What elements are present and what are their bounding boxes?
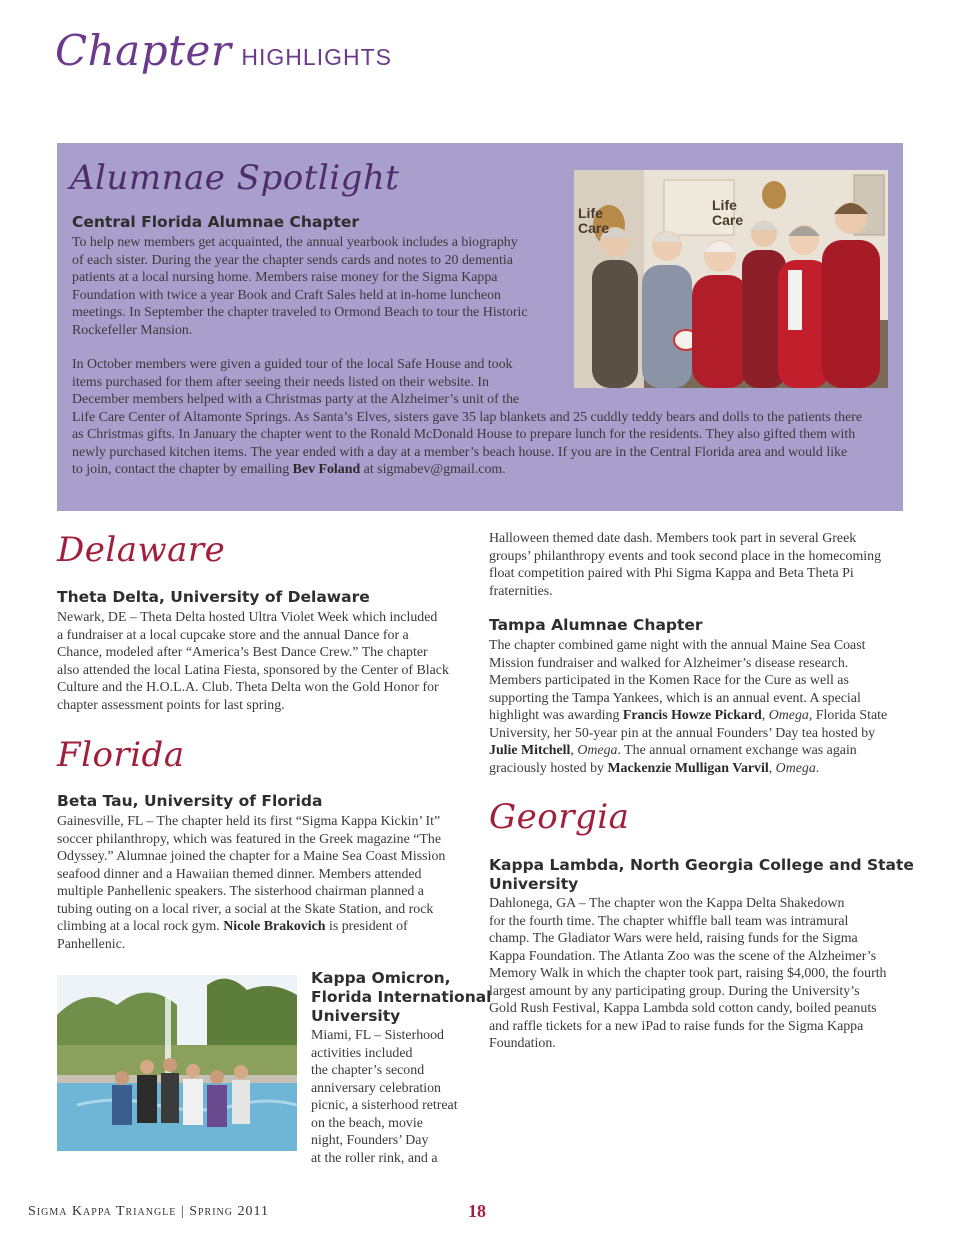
- georgia-chapter-heading: [489, 856, 914, 894]
- text-line: Odyssey.” Alumnae joined the chapter for a Maine Sea Coast Mission: [57, 849, 446, 864]
- text-line: Dahlonega, GA – The chapter won the Kappa Delta Shakedown: [489, 896, 845, 911]
- heading-line: University: [489, 875, 579, 893]
- tampa-chapter-heading: Tampa Alumnae Chapter: [489, 616, 703, 634]
- spotlight-chapter-heading: Central Florida Alumnae Chapter: [72, 213, 360, 231]
- alumnae-spotlight-title: Alumnae Spotlight: [70, 158, 400, 198]
- text-line: Kappa Foundation. The Atlanta Zoo was the scene of the Alzheimer’s: [489, 948, 877, 964]
- text-run: , Florida State: [808, 708, 888, 723]
- delaware-section-title: Delaware: [57, 530, 226, 570]
- text-run: .: [815, 760, 820, 776]
- fountain-photo-graphic: [57, 975, 297, 1151]
- member-name: Mackenzie Mulligan Varvil: [607, 760, 769, 776]
- tampa-body: [489, 637, 909, 777]
- footer-page-number: 18: [468, 1201, 486, 1221]
- text-line: [489, 707, 909, 725]
- text-line: picnic, a sisterhood retreat: [311, 1098, 458, 1113]
- spotlight-paragraph-1: [72, 234, 572, 339]
- text-line: Miami, FL – Sisterhood: [311, 1028, 444, 1043]
- kappa-omicron-heading: [311, 969, 492, 1026]
- member-name: Francis Howze Pickard: [622, 708, 762, 723]
- text-run: is president of: [325, 919, 408, 934]
- text-line: To help new members get acquainted, the annual yearbook includes a biography: [72, 235, 518, 250]
- delaware-chapter-heading: Theta Delta, University of Delaware: [57, 588, 370, 606]
- text-line: of each sister. During the year the chapter sends cards and notes to 20 dementia: [72, 252, 513, 268]
- text-line: soccer philanthropy, which was featured in the Greek magazine “The: [57, 831, 442, 847]
- text-line: seafood dinner and a Hawaiian themed dinner. Members attended: [57, 866, 422, 882]
- georgia-section-title: Georgia: [489, 797, 630, 837]
- florida-chapter-heading: Beta Tau, University of Florida: [57, 792, 323, 810]
- delaware-body: [57, 609, 472, 714]
- text-line: Gold Rush Festival, Kappa Lambda sold cotton candy, boiled peanuts: [489, 1001, 877, 1016]
- text-line: patients at a local nursing home. Members raise money for the Sigma Kappa: [72, 270, 498, 285]
- text-line: the chapter’s second: [311, 1063, 425, 1078]
- text-line: Gainesville, FL – The chapter held its first “Sigma Kappa Kickin’ It”: [57, 814, 441, 829]
- kappa-omicron-continued: [489, 530, 909, 600]
- text-run: at sigmabev@gmail.com.: [360, 462, 506, 477]
- text-line: items purchased for them after seeing their needs listed on their website. In: [72, 374, 489, 390]
- text-line: Life Care Center of Altamonte Springs. As Santa’s Elves, sisters gave 35 lap blankets and 25 cuddly teddy bears and dolls to the patients there: [72, 409, 863, 425]
- member-name: Nicole Brakovich: [223, 919, 326, 934]
- page-title-caps: HIGHLIGHTS: [241, 44, 392, 70]
- text-line: also attended the local Latina Fiesta, sponsored by the Center of Black: [57, 662, 449, 678]
- text-line: [72, 461, 902, 479]
- text-line: float competition paired with Phi Sigma Kappa and Beta Theta Pi: [489, 566, 854, 581]
- member-name: Bev Foland: [292, 462, 361, 477]
- text-line: meetings. In September the chapter traveled to Ormond Beach to tour the Historic: [72, 305, 528, 320]
- text-run: . The annual ornament exchange was again: [617, 743, 857, 758]
- florida-body: [57, 813, 472, 953]
- text-run: graciously hosted by: [489, 760, 608, 776]
- heading-line: University: [311, 1007, 401, 1025]
- text-line: Rockefeller Mansion.: [72, 322, 193, 338]
- sign-life-text-2: Life: [712, 197, 737, 213]
- text-line: Foundation.: [489, 1036, 556, 1051]
- text-line: anniversary celebration: [311, 1080, 441, 1096]
- text-line: Halloween themed date dash. Members took part in several Greek: [489, 531, 857, 546]
- text-run: highlight was awarding: [489, 708, 623, 723]
- member-name: Julie Mitchell: [489, 743, 571, 758]
- text-line: for the fourth time. The chapter whiffle ball team was intramural: [489, 913, 849, 929]
- text-line: a fundraiser at a local cupcake store and the annual Dance for a: [57, 627, 409, 643]
- heading-line: Kappa Lambda, North Georgia College and State: [489, 856, 914, 874]
- text-line: and raffle tickets for a new iPad to raise funds for the Sigma Kappa: [489, 1018, 864, 1034]
- text-line: chapter assessment points for last spring.: [57, 697, 285, 713]
- footer-publication: Sigma Kappa Triangle | Spring 2011: [28, 1204, 269, 1219]
- text-line: groups’ philanthropy events and took second place in the homecoming: [489, 548, 882, 564]
- text-line: Memory Walk in which the chapter took part, raising $4,000, the fourth: [489, 966, 887, 981]
- text-line: Mission fundraiser and walked for Alzheimer’s disease research.: [489, 655, 849, 671]
- georgia-body: [489, 895, 909, 1053]
- chapter-omega: Omega: [775, 760, 816, 776]
- text-line: Chance, modeled after “America’s Best Dance Crew.” The chapter: [57, 645, 428, 660]
- text-run: ,: [761, 708, 769, 723]
- heading-line: Florida International: [311, 988, 492, 1006]
- text-line: In October members were given a guided tour of the local Safe House and took: [72, 357, 513, 372]
- sign-care-text: Care: [712, 212, 744, 228]
- sign-care-text-2: Care: [578, 220, 610, 236]
- text-line: as Christmas gifts. In January the chapter went to the Ronald McDonald House to prepare lunch for the residents. They also gifted them with: [72, 427, 856, 442]
- text-line: Culture and the H.O.L.A. Club. Theta Delta won the Gold Honor for: [57, 680, 439, 695]
- text-line: at the roller rink, and a: [311, 1150, 438, 1166]
- text-run: ,: [768, 760, 776, 776]
- text-run: to join, contact the chapter by emailing: [72, 462, 293, 477]
- alumnae-group-photo: [574, 170, 888, 388]
- text-line: [57, 918, 472, 936]
- heading-line: Kappa Omicron,: [311, 969, 451, 987]
- text-line: Panhellenic.: [57, 936, 126, 952]
- text-line: Members participated in the Komen Race for the Cure as well as: [489, 673, 849, 688]
- text-line: [489, 742, 909, 760]
- text-line: multiple Panhellenic speakers. The sisterhood chairman planned a: [57, 884, 424, 899]
- alumnae-group-photo-graphic: [574, 170, 888, 388]
- text-line: activities included: [311, 1045, 413, 1061]
- text-line: fraternities.: [489, 583, 553, 599]
- text-line: Foundation with twice a year Book and Craft Sales held at in-home luncheon: [72, 287, 501, 303]
- page-title-script: Chapter: [55, 26, 232, 75]
- text-line: The chapter combined game night with the annual Maine Sea Coast: [489, 638, 866, 653]
- chapter-omega: Omega: [577, 743, 618, 758]
- text-line: [489, 760, 909, 778]
- text-run: ,: [570, 743, 578, 758]
- text-line: night, Founders’ Day: [311, 1133, 429, 1148]
- text-run: climbing at a local rock gym.: [57, 919, 224, 934]
- florida-section-title: Florida: [57, 735, 185, 775]
- chapter-omega: Omega: [768, 708, 809, 723]
- text-line: largest amount by any participating group. During the University’s: [489, 983, 860, 999]
- text-line: newly purchased kitchen items. The year ended with a day at a member’s beach house. If you are in the Central Florida area and would like: [72, 444, 848, 460]
- text-line: University, her 50-year pin at the annual Founders’ Day tea hosted by: [489, 725, 876, 741]
- page-title: [55, 26, 392, 75]
- text-line: December members helped with a Christmas party at the Alzheimer’s unit of the: [72, 392, 520, 407]
- fountain-photo: [57, 975, 297, 1151]
- sign-life-text: Life: [578, 205, 603, 221]
- text-line: Newark, DE – Theta Delta hosted Ultra Violet Week which included: [57, 610, 438, 625]
- kappa-omicron-body: [311, 1027, 476, 1167]
- text-line: champ. The Gladiator Wars were held, raising funds for the Sigma: [489, 931, 858, 946]
- text-line: supporting the Tampa Yankees, which is an annual event. A special: [489, 690, 861, 706]
- text-line: on the beach, movie: [311, 1115, 423, 1131]
- text-line: tubing outing on a local river, a social at the Skate Station, and rock: [57, 901, 434, 917]
